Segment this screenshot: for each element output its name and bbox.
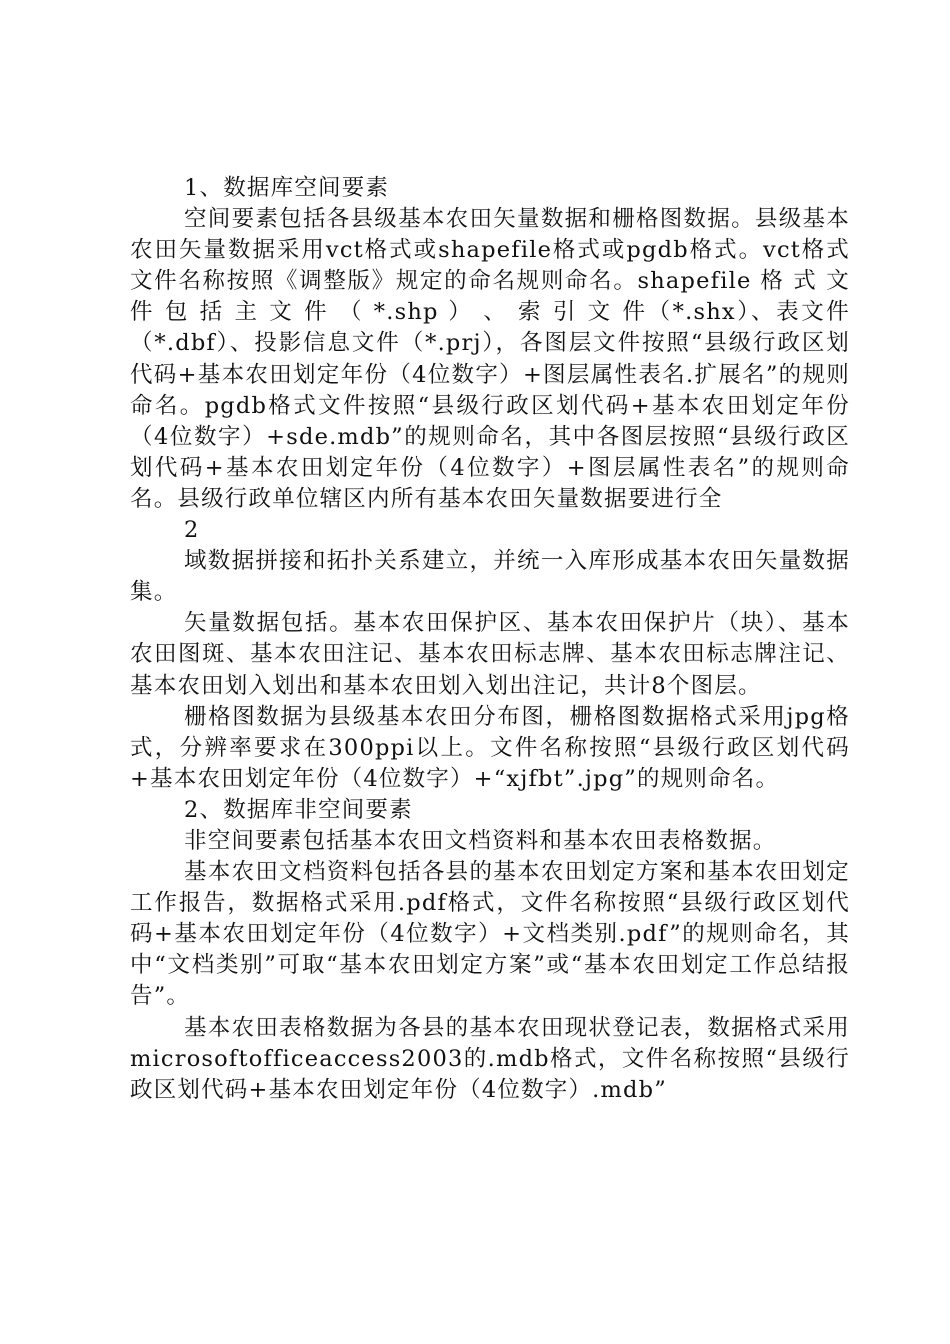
document-body	[130, 173, 850, 1106]
section-heading-nonspatial: 2、数据库非空间要素	[184, 796, 413, 823]
paragraph-raster-data: 栅格图数据为县级基本农田分布图，栅格图数据格式采用jpg格式，分辨率要求在300ppi以上。文件名称按照“县级行政区划代码+基本农田划定年份（4位数字）+“xjfbt”.jpg”的规则命名。	[130, 703, 850, 792]
paragraph-mosaic: 域数据拼接和拓扑关系建立，并统一入库形成基本农田矢量数据集。	[130, 548, 850, 606]
page-number: 2	[184, 517, 200, 544]
paragraph-spatial-elements: 空间要素包括各县级基本农田矢量数据和栅格图数据。县级基本农田矢量数据采用vct格式或shapefile格式或pgdb格式。vct格式文件名称按照《调整版》规定的命名规则命名。shapefile 格 式 文 件 包 括 主 文 件 （ *.shp ） 、 索 引 文 件（*.shx）、表文件（*.dbf）、投影信息文件（*.prj），各图层文件按照“县级行政区划代码+基本农田划定年份（4位数字）+图层属性表名.扩展名”的规则命名。pgdb格式文件按照“县级行政区划代码+基本农田划定年份（4位数字）+sde.mdb”的规则命名，其中各图层按照“县级行政区划代码+基本农田划定年份（4位数字）+图层属性表名”的规则命名。县级行政单位辖区内所有基本农田矢量数据要进行全	[130, 206, 850, 512]
paragraph-vector-data: 矢量数据包括。基本农田保护区、基本农田保护片（块）、基本农田图斑、基本农田注记、基本农田标志牌、基本农田标志牌注记、基本农田划入划出和基本农田划入划出注记，共计8个图层。	[130, 610, 850, 699]
paragraph-nonspatial-elements: 非空间要素包括基本农田文档资料和基本农田表格数据。	[184, 827, 777, 854]
paragraph-table-data: 基本农田表格数据为各县的基本农田现状登记表，数据格式采用microsoftofficeaccess2003的.mdb格式，文件名称按照“县级行政区划代码+基本农田划定年份（4位数字）.mdb”	[130, 1014, 850, 1103]
section-heading-spatial: 1、数据库空间要素	[184, 175, 390, 201]
paragraph-documents: 基本农田文档资料包括各县的基本农田划定方案和基本农田划定工作报告，数据格式采用.pdf格式，文件名称按照“县级行政区划代码+基本农田划定年份（4位数字）+文档类别.pdf”的规则命名，其中“文档类别”可取“基本农田划定方案”或“基本农田划定工作总结报告”。	[130, 859, 850, 1010]
